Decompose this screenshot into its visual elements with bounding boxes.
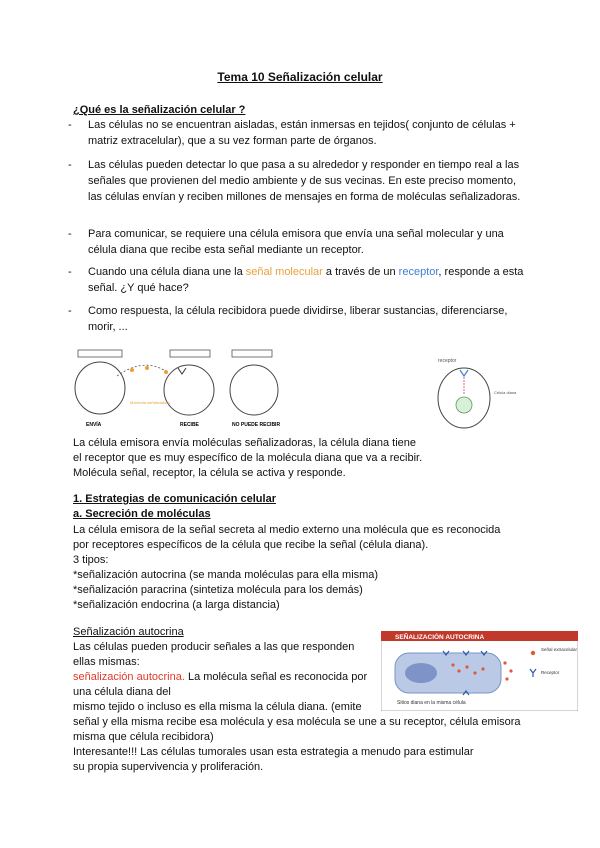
bullet-dash: - [68, 119, 72, 131]
bullet-dash: - [68, 159, 72, 171]
label-cannot-receive: NO PUEDE RECIBIR [232, 422, 281, 428]
autocrine-line-5: mismo tejido o incluso es ella misma la célula diana. (emite [73, 701, 362, 713]
bullet-1 [68, 117, 528, 149]
figure-emitter-receiver [72, 348, 282, 430]
bullet-dash: - [68, 266, 72, 278]
bullet-1-text: Las células no se encuentran aisladas, están inmersas en tejidos( conjunto de células + matriz extracelular), que a su vez forman parte de órganos. [88, 119, 516, 147]
bullet-3-text: Para comunicar, se requiere una célula emisora que envía una señal molecular y una célula diana que recibe esta señal mediante un receptor. [88, 228, 504, 256]
signal-molecule [164, 370, 168, 374]
strategies-line-6: *señalización endocrina (a larga distancia) [73, 599, 280, 611]
autocrine-line-1: Las células pueden producir señales a las que responden [73, 641, 355, 653]
figure-label-box [78, 350, 122, 357]
bullet-3 [68, 226, 528, 258]
target-cell-label: Célula diana [494, 390, 517, 395]
autocrine-line-6: señal y ella misma recibe esa molécula y esa molécula se une a su receptor, célula emisora [73, 716, 521, 728]
receptor-icon [178, 368, 186, 374]
figure-label-box [232, 350, 272, 357]
autocrine-line-3: La molécula señal es reconocida por [184, 671, 368, 683]
strategies-line-4: *señalización autocrina (se manda moléculas para ella misma) [73, 569, 379, 581]
strategies-line-1: La célula emisora de la señal secreta al medio externo una molécula que es reconocida [73, 524, 501, 536]
signal-dot [457, 669, 460, 672]
receiver-cell [164, 365, 214, 415]
signal-path [117, 365, 164, 376]
autocrine-line-7: misma que célula recibidora) [73, 731, 214, 743]
strategies-line-3: 3 tipos: [73, 554, 109, 566]
bullet-dash: - [68, 305, 72, 317]
bullet-4 [68, 264, 528, 296]
signal-molecule [145, 366, 149, 370]
signal-molecule-term: señal molecular [245, 266, 323, 278]
label-receives: RECIBE [180, 422, 199, 428]
figure-target-cell [430, 350, 535, 432]
signal-dot [509, 669, 512, 672]
figure-autocrine [381, 631, 578, 711]
bullet-5 [68, 303, 528, 335]
label-sends: ENVÍA [86, 422, 102, 428]
summary-line-2: el receptor que es muy específico de la molécula diana que va a recibir. [73, 452, 423, 464]
receptor-label: receptor [438, 358, 457, 364]
bullet-4-pre: Cuando una célula diana une la [88, 266, 246, 278]
figure-caption: Sitios diana en la misma célula [397, 700, 466, 706]
nucleus [456, 397, 472, 413]
legend-signal-dot [531, 651, 535, 655]
legend-receptor-label: Receptor [541, 670, 560, 675]
autocrine-heading: Señalización autocrina [73, 626, 184, 638]
autocrine-line-4: una célula diana del [73, 686, 171, 698]
signal-dot [465, 665, 468, 668]
autocrine-body-top [73, 640, 383, 715]
signal-molecule-label: Molécula señalizadora [130, 400, 170, 405]
summary-line-1: La célula emisora envía moléculas señalizadoras, la célula diana tiene [73, 437, 417, 449]
signal-dot [451, 663, 454, 666]
strategies-line-5: *señalización paracrina (sintetiza molécula para los demás) [73, 584, 363, 596]
summary-block [73, 436, 513, 481]
receptor-icon [460, 370, 468, 376]
signal-molecule [130, 368, 134, 372]
strategies-heading: 1. Estrategias de comunicación celular [73, 493, 276, 505]
signal-dot [503, 661, 506, 664]
signal-dot [481, 667, 484, 670]
autocrine-line-8: Interesante!!! Las células tumorales usan esta estrategia a menudo para estimular [73, 746, 474, 758]
figure-title: SEÑALIZACIÓN AUTOCRINA [395, 634, 485, 641]
summary-line-3: Molécula señal, receptor, la célula se activa y responde. [73, 467, 346, 479]
bullet-4-mid: a través de un [322, 266, 399, 278]
bullet-4-post: , responde a esta señal. ¿Y qué hace? [88, 266, 524, 294]
autocrine-term: señalización autocrina. [73, 671, 185, 683]
bullet-dash: - [68, 228, 72, 240]
figure-label-box [170, 350, 210, 357]
strategies-line-2: por receptores específicos de la célula que recibe la señal (célula diana). [73, 539, 429, 551]
bullet-5-text: Como respuesta, la célula recibidora puede dividirse, liberar sustancias, diferenciarse, morir, ... [88, 305, 508, 333]
cell-nucleus [405, 663, 437, 683]
bullet-2-text: Las células pueden detectar lo que pasa a su alrededor y responder en tiempo real a las señales que provienen del medio ambiente y de sus vecinas. En este preciso momento, las células envían y reciben millones de mensajes en forma de moléculas señalizadoras. [88, 159, 521, 203]
section-heading-what-is: ¿Qué es la señalización celular ? [73, 104, 246, 116]
secretion-subheading: a. Secreción de moléculas [73, 508, 211, 520]
signal-dot [473, 671, 476, 674]
autocrine-line-2: ellas mismas: [73, 656, 140, 668]
autocrine-line-9: su propia supervivencia y proliferación. [73, 761, 264, 773]
signal-dot [505, 677, 508, 680]
receptor-term: receptor [398, 266, 439, 278]
non-receiver-cell [230, 365, 278, 415]
bullet-2 [68, 157, 528, 205]
legend-signal-label: Señal extracelular [541, 647, 578, 652]
emitter-cell [75, 362, 125, 414]
strategies-body [73, 523, 543, 613]
page-title: Tema 10 Señalización celular [217, 70, 383, 84]
autocrine-body-bottom [73, 715, 553, 775]
